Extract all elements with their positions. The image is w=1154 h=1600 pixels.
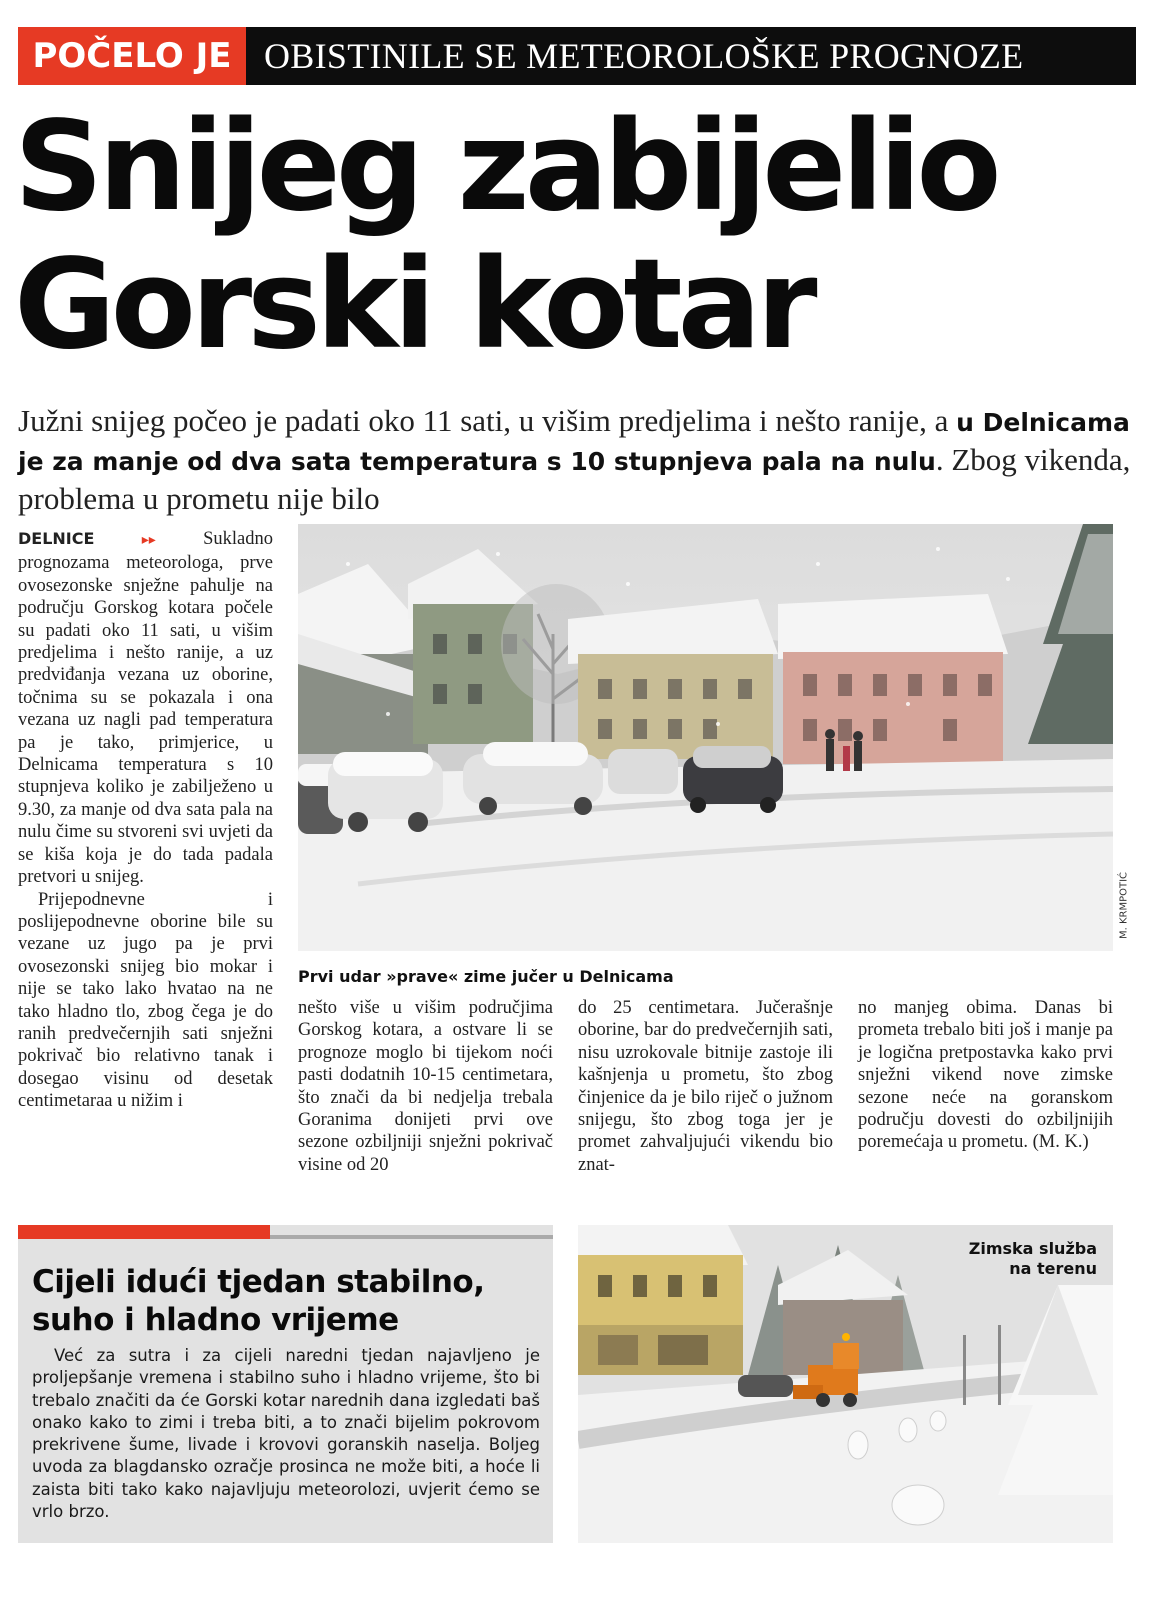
kicker-label: POČELO JE [18, 27, 246, 85]
article-paragraph-1 [18, 528, 273, 889]
sidebar-text: Već za sutra i za cijeli naredni tjedan najavljeno je proljepšanje vremena i stabilno suho i hladno vrijeme, što bi trebalo značiti da će Gorski kotar narednih dana izgledati baš onako kako to zimi i treba biti, a to znači bijelim pokrovom prekrivene šume, livade i krovovi goranskih naselja. Boljeg uvoda za blagdansko ozračje prosinca ne može biti, a hoće li zaista biti tako kako najavljuju meteorolozi, uvjerit ćemo se vrlo brzo. [32, 1346, 540, 1522]
headline-line-2: Gorski kotar [14, 233, 813, 377]
dateline: DELNICE [18, 529, 95, 548]
article-column-4-text: no manjeg obima. Danas bi prometa trebalo biti još i manje pa je logična pretpostavka kako prvi snježni vikend nove zimske sezone neće na goranskom području dovesti do ozbiljnijih poremećaja u prometu. (M. K.) [858, 998, 1113, 1153]
sidebar-accent-bar [18, 1225, 270, 1239]
photo-caption: Prvi udar »prave« zime jučer u Delnicama [298, 967, 674, 986]
snowplow-caption-line-2: na terenu [1009, 1259, 1097, 1278]
sidebar-divider [270, 1235, 553, 1239]
lead-part-2: . Zbog vikenda, problema u prometu nije bilo [18, 442, 1131, 516]
lead-bold: u Delnicama je za manje od dva sata temperatura s 10 stupnjeva pala na nulu [18, 408, 1130, 476]
snow-street-photo-illustration [298, 524, 1113, 951]
snowplow-photo-caption [969, 1239, 1097, 1279]
article-column-1 [18, 528, 273, 1113]
article-column-4 [858, 997, 1113, 1154]
dateline-arrow-icon: ▸▸ [141, 533, 156, 548]
article-column-2-text: nešto više u višim područjima Gorskog kotara, a ostvare li se prognoze moglo bi tijekom noći pasti dodatnih 10-15 centimetara, što znači da bi nedjelja trebala Goranima donijeti prvi ove sezone ozbiljniji snježni pokrivač visine od 20 [298, 998, 553, 1175]
snowplow-caption-line-1: Zimska služba [968, 1239, 1097, 1258]
sidebar-title: Cijeli idući tjedan stabilno, suho i hladno vrijeme [32, 1264, 485, 1338]
photo-credit-text: M. KRMPOTIĆ [1118, 871, 1130, 940]
article-column-3-text: do 25 centimetara. Jučerašnje oborine, bar do predvečernjih sati, nisu uzrokovale bitnije zastoje ili kašnjenja u prometu, što zbog činjenice da je bilo riječ o južnom snijegu, što zbog toga jer je promet zahvaljujući vikendu bio znat- [578, 998, 833, 1175]
sidebar-box [18, 1225, 553, 1543]
article-paragraph-2: Prijepodnevne i poslijepodnevne oborine bile su vezane uz jugo pa je prvi ovosezonski snijeg bio mokar i nije se tako lako hvatao na ne tako hladno tlo, zbog čega je do ranih predvečernjih sati snježni pokrivač bio relativno tanak i dosegao visinu od desetak centimetaraa u nižim i [18, 889, 273, 1112]
supertitle: OBISTINILE SE METEOROLOŠKE PROGNOZE [264, 36, 1024, 76]
photo-credit [1114, 870, 1134, 950]
article-column-3 [578, 997, 833, 1176]
lead-paragraph [18, 402, 1138, 517]
topic-bar [18, 27, 1136, 85]
headline-line-1: Snijeg zabijelio [14, 95, 997, 239]
article-paragraph-1-text: Sukladno prognozama meteorologa, prve ovosezonske snježne pahulje na području Gorskog kotara počele su padati oko 11 sati, u višim predjelima i nešto ranije, a uz predviđanja vezana uz oborine, točnima su se pokazala i ona vezana uz nagli pad temperatura pa je tako, primjerice, u Delnicama temperatura s 10 stupnjeva koliko je zabilježeno u 9.30, za manje od dva sata pala na nulu čime su stvoreni svi uvjeti da se kiša koja je do tada padala pretvori u snijeg. [18, 529, 273, 888]
snowplow-photo [578, 1225, 1113, 1543]
headline [14, 95, 1144, 377]
article-column-2 [298, 997, 553, 1176]
lead-part-1: Južni snijeg počeo je padati oko 11 sati, u višim predjelima i nešto ranije, a [18, 403, 957, 438]
snow-street-photo [298, 524, 1113, 951]
